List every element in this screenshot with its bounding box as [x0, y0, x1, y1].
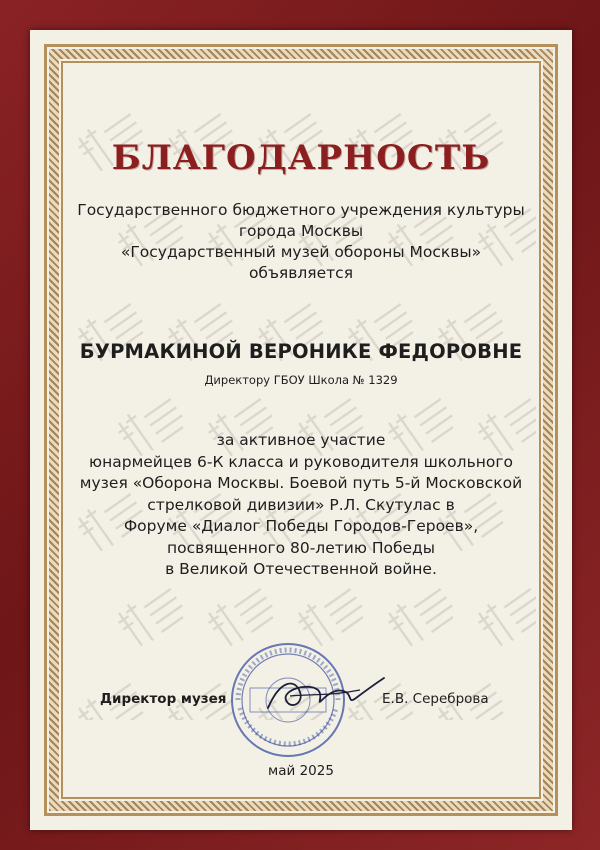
handwritten-signature — [260, 670, 390, 720]
museum-emblem-icon — [465, 570, 536, 659]
reason-line: за активное участие — [216, 431, 386, 449]
document-title: БЛАГОДАРНОСТЬ — [111, 138, 491, 178]
org-line: «Государственный музей обороны Москвы» — [120, 243, 482, 261]
certificate-paper — [30, 30, 572, 830]
reason-line: юнармейцев 6-К класса и руководителя школьного — [89, 452, 513, 471]
signatory-name: Е.В. Сереброва — [382, 691, 489, 707]
museum-emblem-icon — [105, 570, 197, 659]
org-line: города Москвы — [238, 222, 364, 240]
reason-line: посвященного 80-летию Победы — [166, 538, 436, 557]
recipient-position: Директору ГБОУ Школа № 1329 — [204, 373, 398, 387]
recipient-name: БУРМАКИНОЙ ВЕРОНИКЕ ФЕДОРОВНЕ — [79, 340, 523, 363]
org-line: объявляется — [248, 264, 354, 282]
watermark-logo — [465, 570, 536, 659]
document-date: май 2025 — [268, 763, 334, 779]
org-line: Государственного бюджетного учреждения культуры — [77, 201, 525, 219]
museum-emblem-icon — [375, 570, 467, 659]
watermark-logo — [105, 570, 197, 659]
reason-line: музея «Оборона Москвы. Боевой путь 5-й Московской — [79, 474, 523, 492]
reason-line: в Великой Отечественной войне. — [165, 560, 437, 578]
reason-line: стрелковой дивизии» Р.Л. Скутулас в — [147, 495, 455, 514]
reason-text — [30, 430, 572, 581]
watermark-logo — [375, 570, 467, 659]
signatory-title: Директор музея — [100, 691, 227, 707]
issuing-organization — [30, 200, 572, 284]
reason-line: Форуме «Диалог Победы Городов-Героев», — [123, 517, 479, 535]
